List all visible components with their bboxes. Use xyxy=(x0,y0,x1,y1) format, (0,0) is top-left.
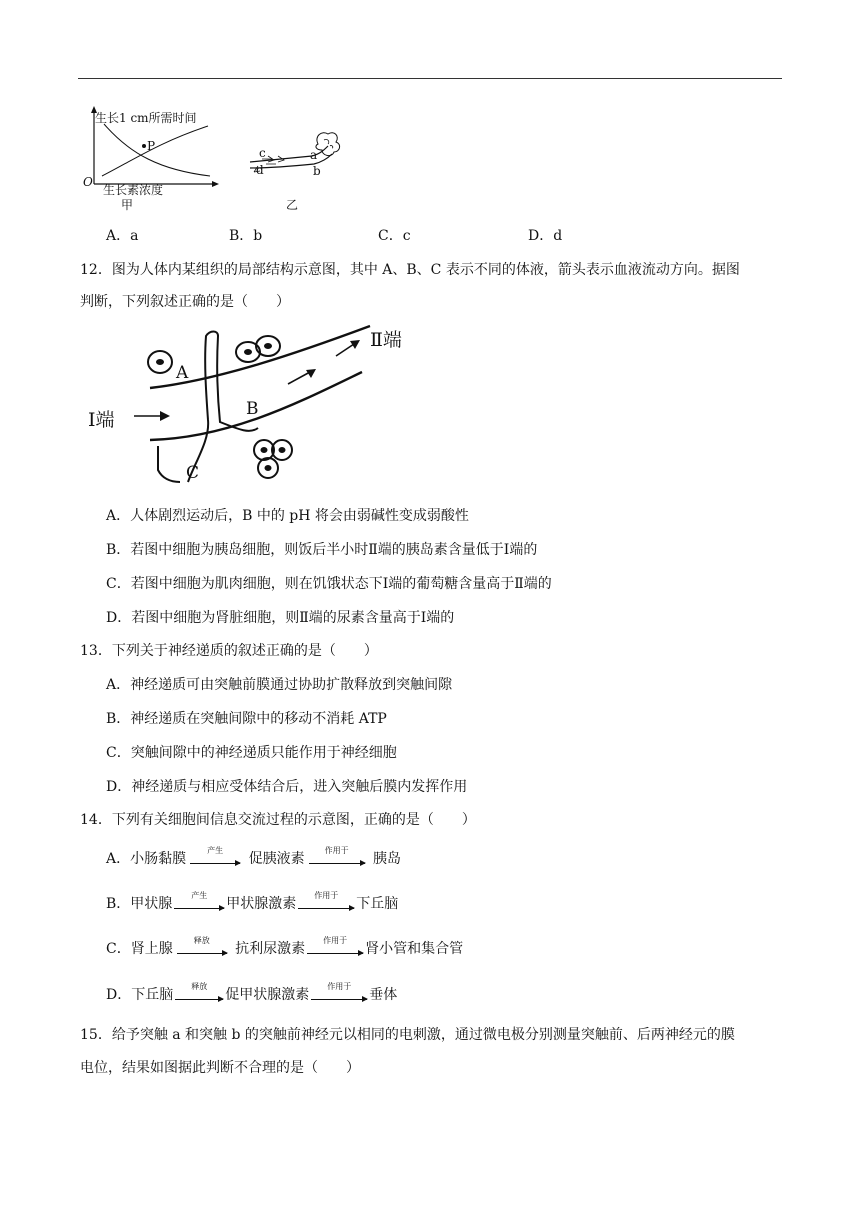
yi-caption: 乙 xyxy=(286,198,299,212)
q14-option-a[interactable]: A．小肠黏膜 产生 促胰液素 作用于 胰岛 xyxy=(106,845,402,867)
fig12-end-2: Ⅱ端 xyxy=(370,329,402,351)
fig12-end-1: Ⅰ端 xyxy=(88,409,115,431)
q11-option-c[interactable]: C．c xyxy=(378,228,411,244)
point-p xyxy=(142,144,146,148)
q11-option-a[interactable]: A．a xyxy=(106,228,139,244)
fig12-label-c: C xyxy=(186,463,200,483)
flow-arrow-right xyxy=(336,344,354,356)
q13-option-b[interactable]: B．神经递质在突触间隙中的移动不消耗 ATP xyxy=(106,711,387,727)
q12-option-a[interactable]: A．人体剧烈运动后，B 中的 pH 将会由弱碱性变成弱酸性 xyxy=(106,508,469,524)
release-arrow: 释放 xyxy=(177,949,227,950)
produce-arrow: 产生 xyxy=(174,904,224,905)
q12-stem-line1: 12．图为人体内某组织的局部结构示意图，其中 A、B、C 表示不同的体液，箭头表示血液流动方向。据图 xyxy=(80,262,740,278)
jia-origin: O xyxy=(83,175,93,189)
fig12-label-a: A xyxy=(176,363,189,383)
act-on-arrow: 作用于 xyxy=(309,859,365,860)
fig12-label-b: B xyxy=(246,399,259,419)
yi-label-c: c xyxy=(259,146,266,160)
x-axis-arrow xyxy=(212,181,219,187)
q13-option-d[interactable]: D．神经递质与相应受体结合后，进入突触后膜内发挥作用 xyxy=(106,779,468,795)
jia-point-label: P xyxy=(147,139,156,153)
act-on-arrow: 作用于 xyxy=(307,949,363,950)
yi-label-d: d xyxy=(256,163,264,177)
q15-stem-line2: 电位，结果如图据此判断不合理的是（ ） xyxy=(80,1060,360,1076)
q14-option-d[interactable]: D．下丘脑 释放 促甲状腺激素 作用于 垂体 xyxy=(106,981,398,1003)
header-rule xyxy=(78,78,782,79)
yi-label-a: a xyxy=(310,148,318,162)
flow-arrow-mid xyxy=(288,372,310,384)
produce-arrow: 产生 xyxy=(190,859,240,860)
q12-option-d[interactable]: D．若图中细胞为肾脏细胞，则Ⅱ端的尿素含量高于Ⅰ端的 xyxy=(106,610,455,626)
jia-caption: 甲 xyxy=(121,198,134,212)
q11-option-d[interactable]: D．d xyxy=(528,228,563,244)
act-on-arrow: 作用于 xyxy=(311,995,367,996)
q12-option-b[interactable]: B．若图中细胞为胰岛细胞，则饭后半小时Ⅱ端的胰岛素含量低于Ⅰ端的 xyxy=(106,542,538,558)
q14-stem: 14．下列有关细胞间信息交流过程的示意图，正确的是（ ） xyxy=(80,812,476,828)
q13-option-a[interactable]: A．神经递质可由突触前膜通过协助扩散释放到突触间隙 xyxy=(106,677,453,693)
q13-stem: 13．下列关于神经递质的叙述正确的是（ ） xyxy=(80,643,378,659)
q11-option-b[interactable]: B．b xyxy=(229,228,263,244)
q15-stem-line1: 15．给予突触 a 和突触 b 的突触前神经元以相同的电刺激，通过微电极分别测量突触前、后两神经元的膜 xyxy=(80,1027,735,1043)
falling-curve xyxy=(104,124,210,176)
q12-stem-line2: 判断，下列叙述正确的是（ ） xyxy=(80,294,290,310)
jia-ylabel: 生长1 cm所需时间 xyxy=(95,111,197,125)
jia-xlabel: 生长素浓度 xyxy=(103,183,164,197)
q13-option-c[interactable]: C．突触间隙中的神经递质只能作用于神经细胞 xyxy=(106,745,397,761)
yi-label-b: b xyxy=(313,164,321,178)
q14-option-b[interactable]: B．甲状腺 产生 甲状腺激素 作用于 下丘脑 xyxy=(106,890,399,912)
q14-option-c[interactable]: C．肾上腺 释放 抗利尿激素 作用于 肾小管和集合管 xyxy=(106,935,464,957)
q12-option-c[interactable]: C．若图中细胞为肌肉细胞，则在饥饿状态下Ⅰ端的葡萄糖含量高于Ⅱ端的 xyxy=(106,576,552,592)
act-on-arrow: 作用于 xyxy=(298,904,354,905)
release-arrow: 释放 xyxy=(175,995,223,996)
